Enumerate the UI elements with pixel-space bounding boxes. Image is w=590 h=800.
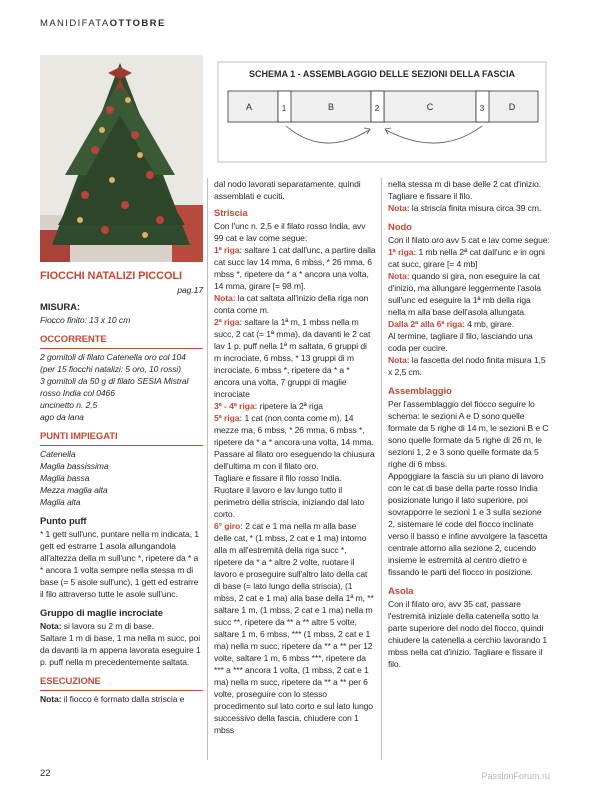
christmas-tree-illustration bbox=[40, 55, 203, 262]
riga-1: 1ª riga: saltare 1 cat dall'unc, a partire dalla cat succ lav 14 mma, 6 mbss, * 26 mma, 6 mbss *, ripetere da * a * ancora una volta, 14 mma, girare [= 98 m]. bbox=[214, 245, 376, 291]
nota-1: Nota: la cat saltata all'inizio della riga non conta come m. bbox=[214, 293, 369, 315]
taglia-text: Tagliare e fissare il filo rosso India. bbox=[214, 473, 342, 483]
riga-5: 5ª riga: 1 cat (non conta come m), 14 mezze ma, 6 mbss, * 26 mma, 6 mbss *, ripetere da * a * ancora una volta, 14 mma. Passare al filato oro eseguendo la chiusura dell'ultima m con il filato oro. bbox=[214, 413, 375, 471]
punto-puff-text: * 1 gett sull'unc, puntare nella m indicata, 1 gett ed estrarre 1 asola allungandola all'altezza della m sull'unc *, ripetere da * a * ancora 1 volta sempre nella stessa m di base (= 5 asole sull'unc), 1 gett ed estrarre il filo attraverso tutte le asole sull'unc. bbox=[40, 529, 199, 599]
nodo-riga-1: 1ª riga: 1 mb nella 2ª cat dall'unc e in ogni cat succ, girare [= 4 mb] bbox=[388, 247, 545, 269]
column-divider-2 bbox=[381, 178, 382, 760]
occorrente-line: 3 gomitoli da 50 g di filato SESIA Mistral bbox=[40, 376, 189, 386]
assemblaggio-heading: Assemblaggio bbox=[388, 386, 452, 397]
occorrente-line: ago da lana bbox=[40, 412, 84, 422]
section-d-label: D bbox=[508, 102, 516, 112]
magazine-header bbox=[40, 18, 166, 29]
gruppo-heading: Gruppo di maglie incrociate bbox=[40, 608, 163, 619]
header-month: OTTOBRE bbox=[109, 18, 166, 29]
section-a-label: A bbox=[245, 102, 253, 112]
pattern-title: FIOCCHI NATALIZI PICCOLI bbox=[40, 270, 183, 282]
fold-arrow-left bbox=[286, 126, 369, 143]
section-b-label: B bbox=[327, 102, 335, 112]
watermark: PassionForum.ru bbox=[481, 771, 550, 781]
gruppo-nota: Nota: si lavora su 2 m di base. bbox=[40, 621, 154, 631]
esecuzione-text: Nota: il fiocco è formato dalla striscia e bbox=[40, 694, 185, 704]
intro-text: dal nodo lavorati separatamente, quindi assemblati e cuciti. bbox=[214, 179, 361, 201]
column-1 bbox=[40, 270, 203, 705]
riga-3-4: 3ª - 4ª riga: ripetere la 2ª riga bbox=[214, 401, 323, 411]
fascetta-nota: Nota: la fascetta del nodo finita misura 1,5 x 2,5 cm. bbox=[388, 355, 546, 377]
assembly-diagram bbox=[214, 58, 550, 166]
al-termine-text: Al termine, tagliare il filo, lasciando una coda per cucire. bbox=[388, 331, 533, 353]
riga-2: 2ª riga: saltare la 1ª m, 1 mbss nella m succ, 2 cat (= 1ª mma), da davanti le 2 cat lav 1 p. puff nella 1ª m saltata, 6 gruppi di m incrociate, 6 mbss, * 13 gruppi di m incrociate, 6 mbss *, ripetere da * a * ancora una volta, 7 gruppi di maglie incrociate bbox=[214, 317, 371, 399]
nodo-righe-2-6: Dalla 2ª alla 6ª riga: 4 mb, girare. bbox=[388, 319, 515, 329]
punto-item: Catenella bbox=[40, 449, 76, 459]
ruotare-text: Ruotare il lavoro e lav lungo tutto il perimetro della striscia, iniziando dal lato corto. bbox=[214, 485, 365, 519]
assemblaggio-text: Per l'assemblaggio del fiocco seguire lo schema: le sezioni A e D sono quelle formate da 5 righe di 14 m, le sezioni B e C sono quelle formate da 5 righe di 26 m, le sezioni 1, 2 e 3 sono quelle formate da 5 righe di 6 mbss. bbox=[388, 399, 549, 469]
join-3-label: 3 bbox=[479, 104, 485, 113]
punto-item: Maglia alta bbox=[40, 497, 81, 507]
christmas-tree-photo bbox=[40, 55, 203, 262]
nodo-heading: Nodo bbox=[388, 222, 412, 233]
join-2-label: 2 bbox=[374, 104, 380, 113]
asola-heading: Asola bbox=[388, 586, 414, 597]
nodo-nota: Nota: quando si gira, non eseguire la cat d'inizio, ma allungare leggermente l'asola sull'unc ed eseguire la 1ª mb della riga nella m alla base dell'asola allungata. bbox=[388, 271, 541, 317]
page-reference: pag.17 bbox=[177, 285, 203, 295]
occorrente-line: rosso India col 0466 bbox=[40, 388, 115, 398]
misura-heading: MISURA: bbox=[40, 302, 80, 313]
occorrente-line: 2 gomitoli di filato Catenella oro col 104 bbox=[40, 352, 186, 362]
striscia-intro: Con l'unc n. 2,5 e il filato rosso India, avv 99 cat e lav come segue: bbox=[214, 221, 366, 243]
esecuzione-heading: ESECUZIONE bbox=[40, 676, 203, 691]
punto-item: Maglia bassissima bbox=[40, 461, 109, 471]
giro-6: 6° giro: 2 cat e 1 ma nella m alla base delle cat, * (1 mbss, 2 cat e 1 ma) intorno alla m all'estremità della riga succ *, ripetere da * a * altre 2 volte, ruotare il lavoro e proseguire sull'altro lato della cat di base (= lato lungo della striscia), (1 mbss, 2 cat e 1 ma) alla base della 1ª m, ** saltare 1 m, (1 mbss, 2 cat e 1 ma) nella m succ **, ripetere da ** a ** altre 5 volte, saltare 1 m, 6 mbss, *** (1 mbss, 2 cat e 1 ma) nella m succ, ripetere da ** a ** per 12 volte, saltare 1 m, 6 mbss ***, ripetere da *** a *** ancora 1 volta, (1 mbss, 2 cat e 1 ma) nella m succ, ripetere da ** a ** per 6 volte, proseguire con lo stesso procedimento sul lato corto e sul lato lungo successivo della fascia, chiudere con 1 mbss bbox=[214, 521, 374, 735]
occorrente-heading: OCCORRENTE bbox=[40, 334, 203, 349]
schema-title: SCHEMA 1 - ASSEMBLAGGIO DELLE SEZIONI DELLA FASCIA bbox=[248, 69, 516, 79]
punti-heading: PUNTI IMPIEGATI bbox=[40, 431, 203, 446]
occorrente-line: uncinetto n. 2,5 bbox=[40, 400, 98, 410]
misura-text: Fiocco finito: 13 x 10 cm bbox=[40, 315, 131, 325]
continuation-text: nella stessa m di base delle 2 cat d'inizio. Tagliare e fissare il filo. bbox=[388, 179, 541, 201]
asola-text: Con il filato oro, avv 35 cat, passare l'estremità iniziale della catenella sotto la parte superiore del nodo del fiocco, quindi chiudere la catenella a cerchio lavorando 1 mbss nella cat d'inizio. Tagliare e fissare il filo. bbox=[388, 599, 548, 669]
punto-item: Maglia bassa bbox=[40, 473, 90, 483]
striscia-heading: Striscia bbox=[214, 208, 248, 219]
punto-puff-heading: Punto puff bbox=[40, 516, 87, 527]
punto-item: Mezza maglia alta bbox=[40, 485, 108, 495]
column-3 bbox=[388, 178, 550, 670]
gruppo-text: Saltare 1 m di base, 1 ma nella m succ, poi da davanti la m appena lavorata eseguire 1 p. puff nella m precedentemente saltata. bbox=[40, 633, 201, 667]
column-2 bbox=[214, 178, 376, 736]
section-c-label: C bbox=[426, 102, 434, 112]
column-divider-1 bbox=[207, 178, 208, 760]
nodo-intro: Con il filato oro avv 5 cat e lav come segue: bbox=[388, 235, 550, 245]
header-prefix: MANIDIFATA bbox=[40, 18, 110, 29]
occorrente-line: (per 15 fiocchi natalizi: 5 oro, 10 rossi) bbox=[40, 364, 182, 374]
page-number: 22 bbox=[40, 768, 51, 779]
fold-arrow-right bbox=[386, 126, 482, 143]
join-1-label: 1 bbox=[281, 104, 287, 113]
striscia-nota: Nota: la striscia finita misura circa 39 cm. bbox=[388, 203, 542, 213]
appoggiare-text: Appoggiare la fascia su un piano di lavoro con le cat di base della parte rosso India posizionate lungo il lato superiore, poi sovrapporre le sezioni 1 e 3 sulla sezione 2, sistemare le code del fiocco inclinate verso il basso e infine avvolgere la fascetta centrale attorno alla sezione 2, cucendo insieme le estremità al centro dietro e fissando le parti del fiocco in posizione. bbox=[388, 471, 548, 577]
